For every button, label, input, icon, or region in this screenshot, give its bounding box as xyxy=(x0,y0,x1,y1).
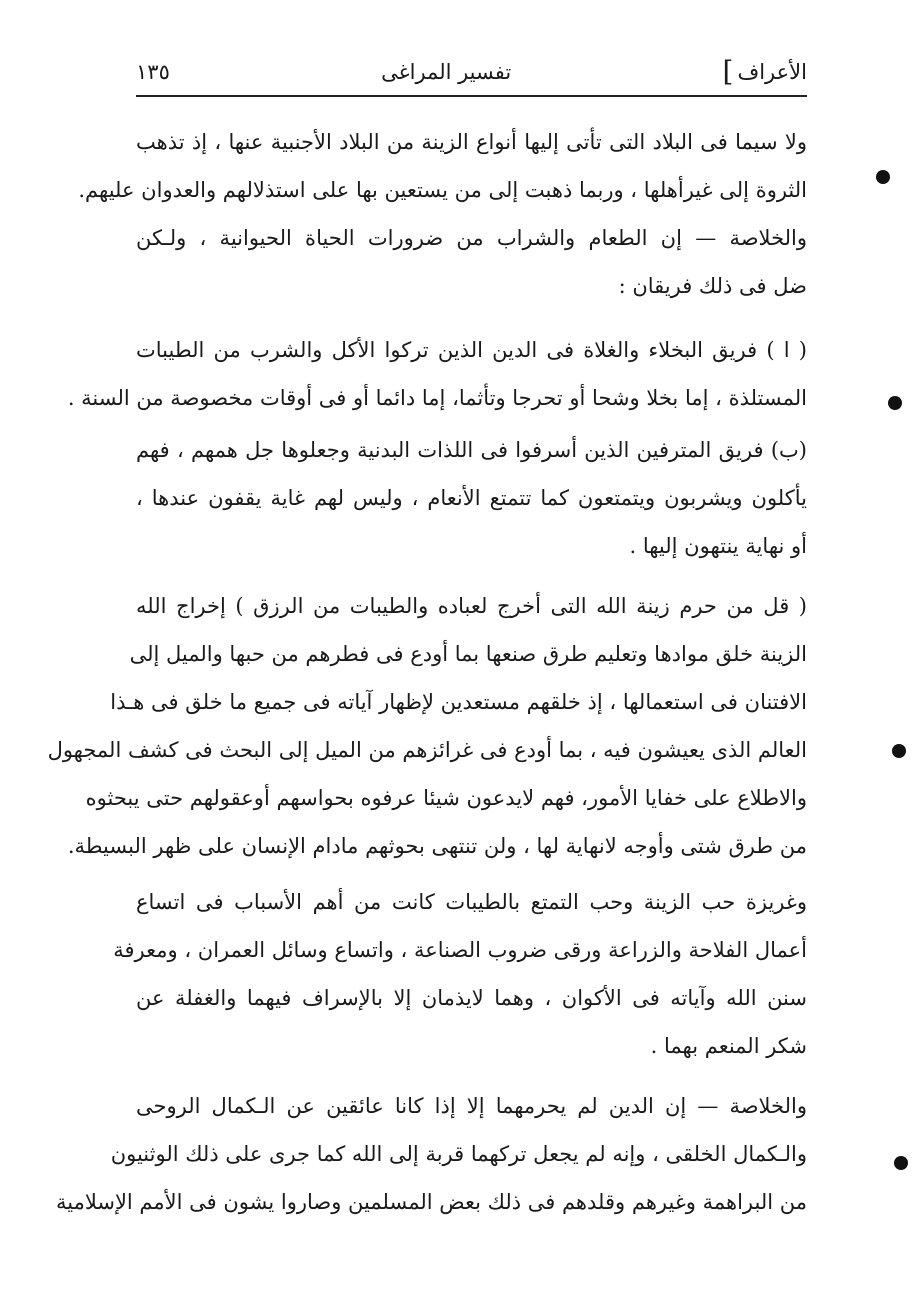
page-header xyxy=(136,50,807,94)
text-line: ضل فى ذلك فريقان : xyxy=(618,274,807,298)
text-line: وغريزة حب الزينة وحب التمتع بالطيبات كانت من أهم الأسباب فى اتساع xyxy=(136,890,807,914)
paragraph xyxy=(136,214,807,310)
header-rule xyxy=(136,95,807,97)
section-title: الأعراف xyxy=(737,60,807,84)
text-line: أعمال الفلاحة والزراعة ورقى ضروب الصناعة ، واتساع وسائل العمران ، ومعرفة xyxy=(113,938,807,962)
page-number: ١٣٥ xyxy=(136,60,170,84)
text-line: (ب) فريق المترفين الذين أسرفوا فى اللذات البدنية وجعلوها جل همهم ، فهم xyxy=(136,438,807,462)
header-section xyxy=(722,55,807,88)
scan-mark xyxy=(892,744,906,758)
text-line: الافتنان فى استعمالها ، إذ خلقهم مستعدين لإظهار آياته فى جميع ما خلق فى هـذا xyxy=(110,690,807,714)
text-line: أو نهاية ينتهون إليها . xyxy=(629,534,807,558)
text-line: يأكلون ويشربون ويتمتعون كما تتمتع الأنعام ، وليس لهم غاية يقفون عندها ، xyxy=(136,486,807,510)
scan-mark xyxy=(894,1156,908,1170)
paragraph xyxy=(47,582,807,870)
text-line: والـكمال الخلقى ، وإنه لم يجعل تركهما قربة إلى الله كما جرى على ذلك الوثنيون xyxy=(110,1142,807,1166)
text-line: ( ا ) فريق البخلاء والغلاة فى الدين الذين تركوا الأكل والشرب من الطيبات xyxy=(136,338,807,362)
text-line: ولا سيما فى البلاد التى تأتى إليها أنواع الزينة من البلاد الأجنبية عنها ، إذ تذهب xyxy=(136,130,807,154)
text-line: العالم الذى يعيشون فيه ، بما أودع فى غرائزهم من الميل إلى البحث فى كشف المجهول xyxy=(47,738,807,762)
book-title: تفسير المراغى xyxy=(381,60,512,84)
paragraph xyxy=(136,426,807,570)
text-line: الثروة إلى غيرأهلها ، وربما ذهبت إلى من يستعين بها على استذلالهم والعدوان عليهم. xyxy=(78,178,807,202)
paragraph xyxy=(55,1082,807,1226)
paragraph xyxy=(78,118,807,214)
scan-mark xyxy=(876,170,890,184)
header-bracket: ] xyxy=(722,55,734,88)
text-line: ( قل من حرم زينة الله التى أخرج لعباده والطيبات من الرزق ) إخراج الله xyxy=(136,594,807,618)
page-body xyxy=(47,118,807,1226)
paragraph xyxy=(113,878,807,1070)
text-line: شكر المنعم بهما . xyxy=(650,1034,807,1058)
scan-mark xyxy=(888,396,902,410)
text-line: والاطلاع على خفايا الأمور، فهم لايدعون شيئا عرفوه بحواسهم أوعقولهم حتى يبحثوه xyxy=(85,786,807,810)
text-line: الزينة خلق موادها وتعليم طرق صنعها بما أودع فى فطرهم من حبها والميل إلى xyxy=(129,642,807,666)
paragraph xyxy=(67,326,807,422)
text-line: المستلذة ، إما بخلا وشحا أو تحرجا وتأثما، إما دائما أو فى أوقات مخصوصة من السنة . xyxy=(67,386,807,410)
text-line: والخلاصة — إن الطعام والشراب من ضرورات الحياة الحيوانية ، ولـكن xyxy=(136,226,807,250)
text-line: من طرق شتى وأوجه لانهاية لها ، ولن تنتهى بحوثهم مادام الإنسان على ظهر البسيطة. xyxy=(67,834,807,858)
text-line: والخلاصة — إن الدين لم يحرمهما إلا إذا كانا عائقين عن الـكمال الروحى xyxy=(136,1094,807,1118)
text-line: من البراهمة وغيرهم وقلدهم فى ذلك بعض المسلمين وصاروا يشون فى الأمم الإسلامية xyxy=(55,1190,807,1214)
text-line: سنن الله وآياته فى الأكوان ، وهما لايذمان إلا بالإسراف فيهما والغفلة عن xyxy=(136,986,807,1010)
